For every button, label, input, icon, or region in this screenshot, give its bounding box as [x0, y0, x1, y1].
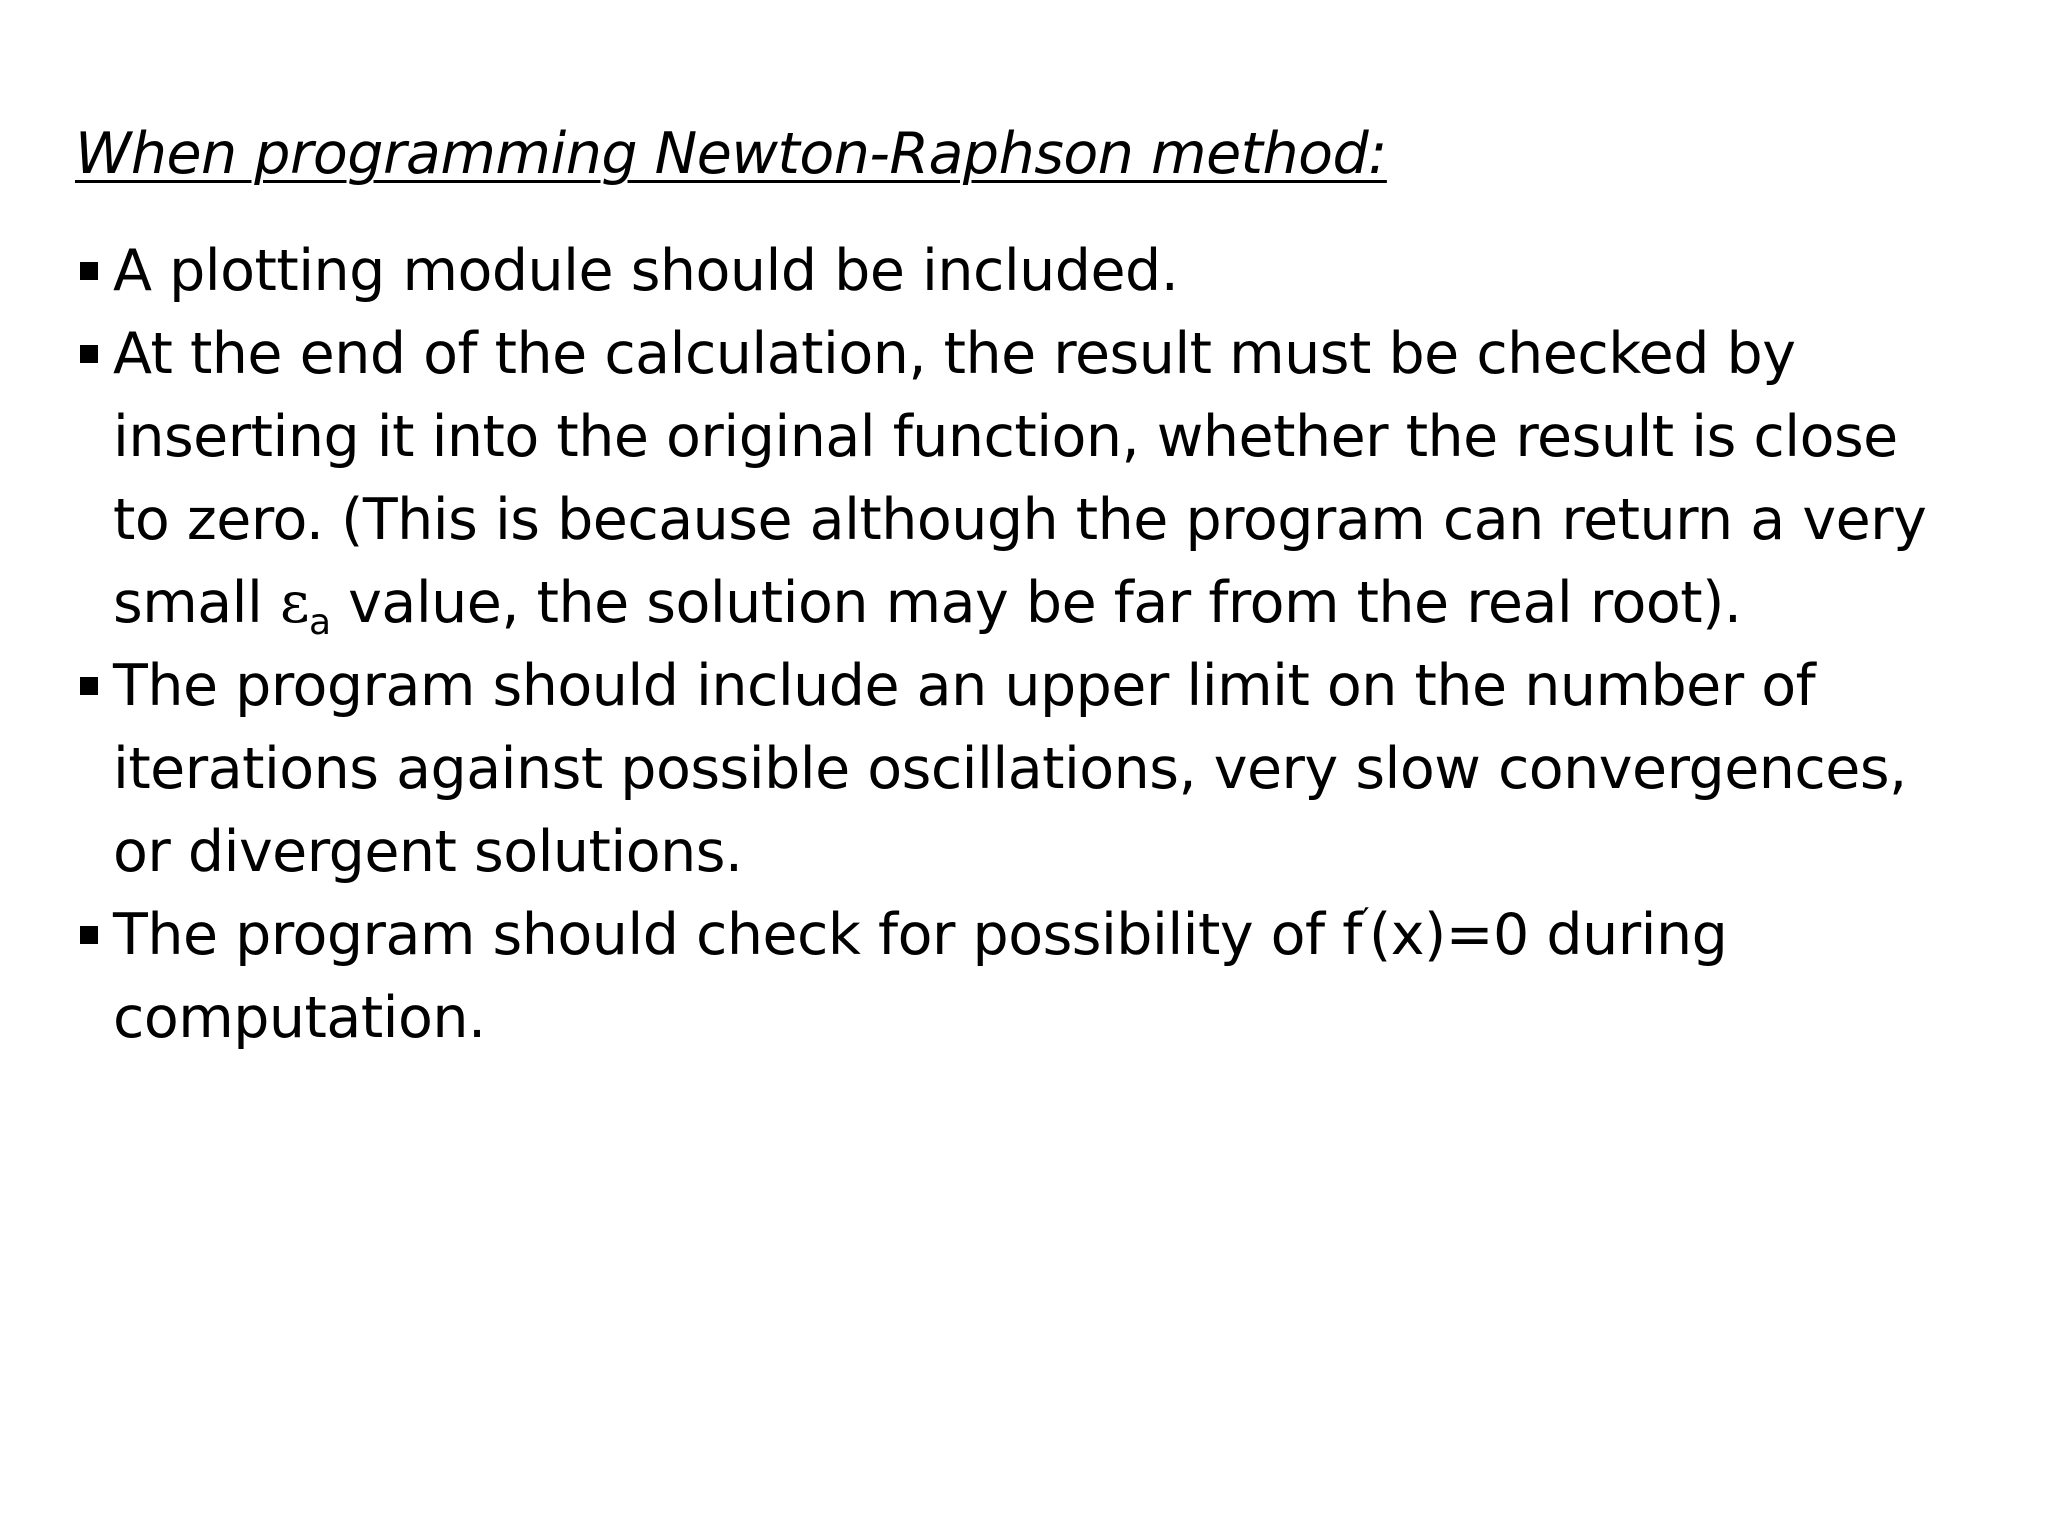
- bullet-text: A plotting module should be included.: [113, 238, 1179, 304]
- prime-symbol: ′: [1361, 901, 1370, 941]
- bullet-text: At the end of the calculation, the result must be checked by: [113, 321, 1796, 387]
- text-fragment: (x)=0 during: [1369, 902, 1728, 968]
- bullet-text: The program should include an upper limit on the number of: [113, 653, 1816, 719]
- bullet-item-iteration-limit: [75, 645, 1995, 894]
- text-fragment: small: [113, 570, 280, 636]
- text-fragment: The program should check for possibility of f: [113, 902, 1362, 968]
- bullet-list: [75, 230, 1995, 1060]
- bullet-item-derivative-check: [75, 894, 1995, 1060]
- square-bullet-icon: [80, 345, 98, 363]
- epsilon-subscript: a: [308, 602, 331, 643]
- bullet-text: inserting it into the original function, whether the result is close: [113, 404, 1898, 470]
- epsilon-symbol: ε: [279, 570, 309, 636]
- text-fragment: value, the solution may be far from the real root).: [330, 570, 1742, 636]
- bullet-text: or divergent solutions.: [113, 819, 743, 885]
- square-bullet-icon: [80, 262, 98, 280]
- square-bullet-icon: [80, 926, 98, 944]
- bullet-text: to zero. (This is because although the program can return a very: [113, 487, 1927, 553]
- bullet-text-with-epsilon: [113, 562, 1995, 645]
- bullet-item-result-check: [75, 313, 1995, 645]
- bullet-text: iterations against possible oscillations, very slow convergences,: [113, 736, 1907, 802]
- square-bullet-icon: [80, 677, 98, 695]
- bullet-item-plotting: [75, 230, 1995, 313]
- bullet-text-with-prime: [113, 894, 1995, 977]
- bullet-text: computation.: [113, 985, 486, 1051]
- slide-heading: When programming Newton-Raphson method:: [75, 121, 1387, 187]
